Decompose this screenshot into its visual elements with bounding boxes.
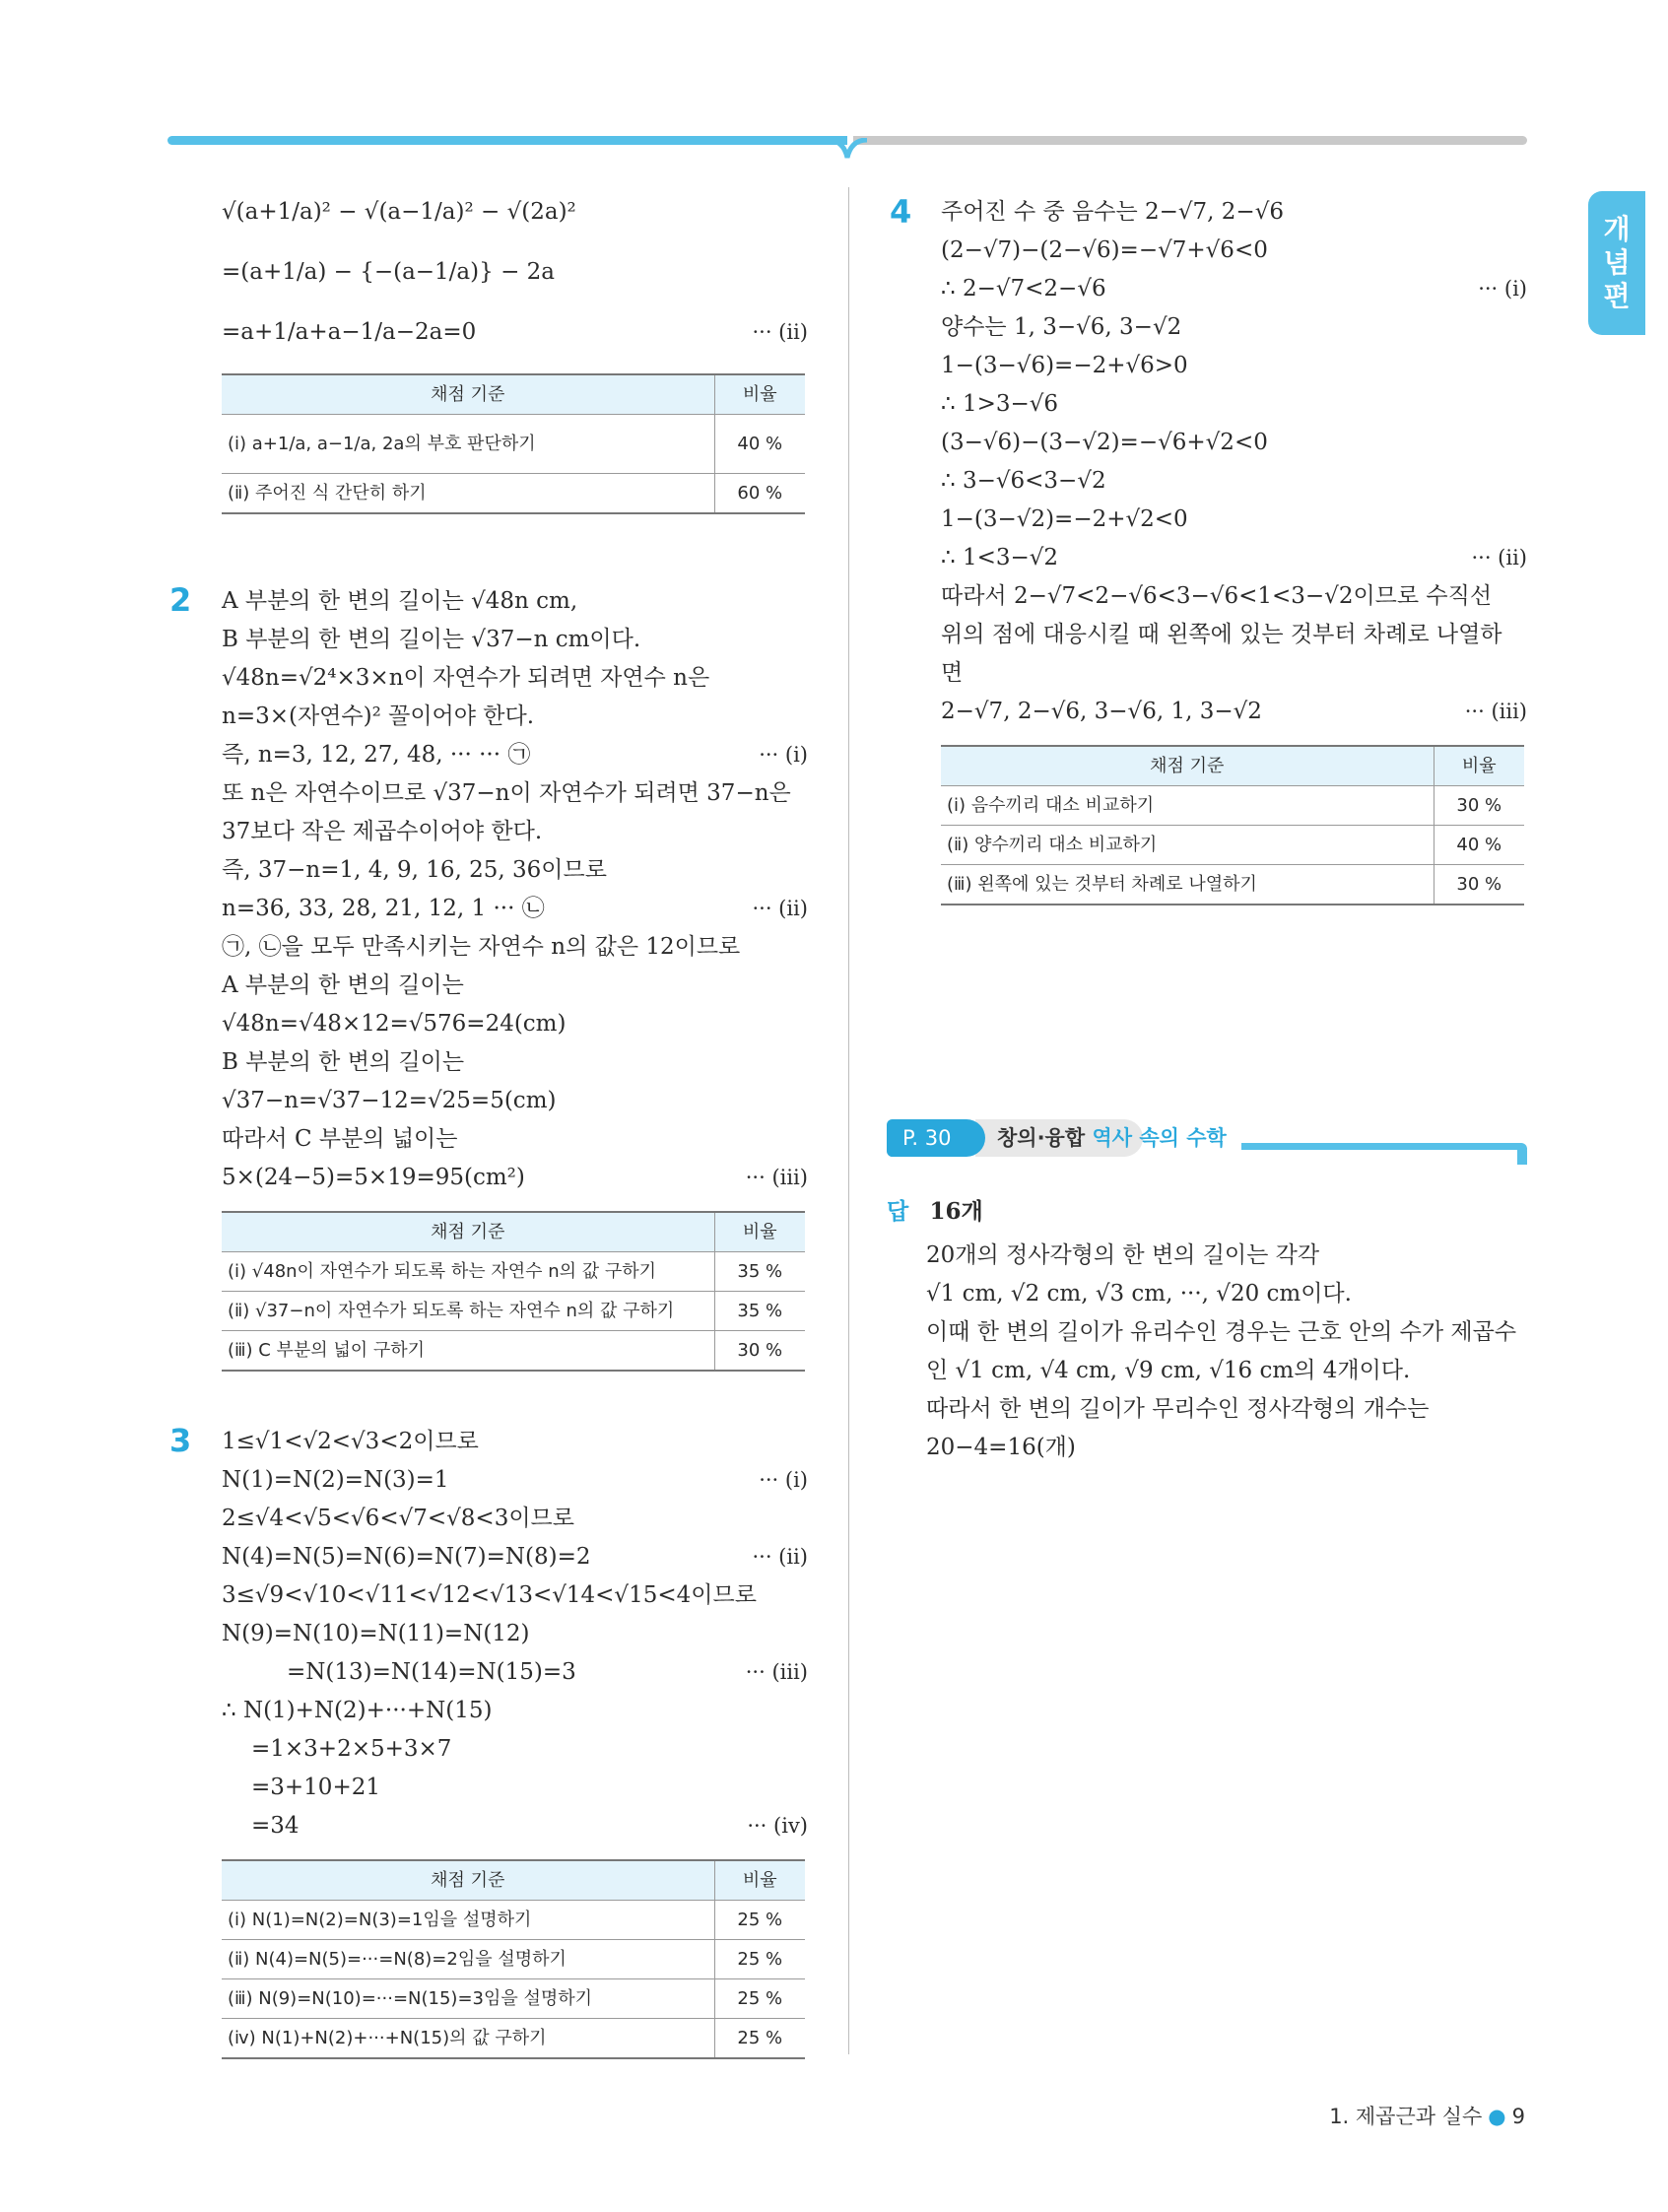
math-line [222,1807,808,1845]
answer-value: 16개 [929,1198,983,1225]
math-text: n=3×(자연수)² 꼴이어야 한다. [222,704,535,729]
math-text: 3≤√9<√10<√11<√12<√13<√14<√15<4이므로 [222,1582,757,1608]
question-number: 4 [890,193,912,231]
math-text: ㉠, ㉡을 모두 만족시키는 자연수 n의 값은 12이므로 [222,934,741,960]
math-text: √(a+1/a)² − √(a−1/a)² − √(2a)² [222,199,576,225]
criteria-cell: (ⅰ) √48n이 자연수가 되도록 하는 자연수 n의 값 구하기 [222,1252,714,1292]
answer-line [887,1192,1527,1231]
answer-label: 답 [887,1199,909,1225]
math-line [941,501,1527,539]
table-row [941,826,1524,865]
math-line [941,270,1527,308]
math-line [941,193,1527,232]
step-mark: ··· (ⅳ) [747,1814,808,1838]
criteria-cell: (ⅲ) C 부분의 넓이 구하기 [222,1331,714,1372]
q2-block [222,582,808,1379]
step-mark: ··· (ⅲ) [745,1660,808,1684]
math-text: A 부분의 한 변의 길이는 √48n cm, [222,588,578,614]
math-line [222,1692,808,1730]
math-text: 따라서 C 부분의 넓이는 [222,1126,458,1152]
criteria-cell: (ⅰ) 음수끼리 대소 비교하기 [941,786,1434,826]
math-text: ∴ 2−√7<2−√6 [941,276,1106,302]
section-title-accent: 역사 속의 수학 [1092,1126,1227,1150]
column-divider [848,187,849,2054]
math-text: 2≤√4<√5<√6<√7<√8<3이므로 [222,1506,574,1531]
math-text: =N(13)=N(14)=N(15)=3 [287,1659,576,1685]
criteria-cell: (ⅱ) N(4)=N(5)=···=N(8)=2임을 설명하기 [222,1940,714,1979]
table-header-ratio: 비율 [714,374,805,415]
ratio-cell: 40 % [1434,826,1524,865]
step-mark: ··· (ⅱ) [752,897,808,920]
step-mark: ··· (ⅱ) [1471,546,1527,570]
math-text: 즉, 37−n=1, 4, 9, 16, 25, 36이므로 [222,857,607,883]
math-text: N(9)=N(10)=N(11)=N(12) [222,1621,530,1646]
step-mark: ··· (ⅲ) [1464,700,1527,723]
math-line [222,698,808,736]
step-mark: ··· (ⅰ) [759,1468,808,1492]
math-line [222,1082,808,1120]
header-bar-left [167,136,847,145]
math-text: 면 [941,660,964,686]
table-row [941,786,1524,826]
math-line [941,577,1527,616]
ratio-cell: 30 % [1434,786,1524,826]
explanation-line: 따라서 한 변의 길이가 무리수인 정사각형의 개수는 [926,1396,1430,1422]
table-header-criteria: 채점 기준 [222,374,714,415]
ratio-cell: 25 % [714,1979,805,2019]
table-row [222,1979,805,2019]
math-line [222,967,808,1005]
math-line [222,928,808,967]
footer-dot-icon: ● [1488,2105,1506,2128]
table-row [941,865,1524,905]
math-line [222,659,808,698]
math-line [222,253,808,292]
math-line [222,1576,808,1615]
q3-block [222,1423,808,2067]
step-mark: ··· (ⅲ) [745,1166,808,1189]
ratio-cell: 25 % [714,2019,805,2059]
math-text: B 부분의 한 변의 길이는 √37−n cm이다. [222,627,641,652]
math-text: n=36, 33, 28, 21, 12, 1 ··· ㉡ [222,896,545,921]
math-line [941,424,1527,462]
step-mark: ··· (ⅰ) [1478,277,1527,301]
explanation-line: 인 √1 cm, √4 cm, √9 cm, √16 cm의 4개이다. [926,1358,1411,1383]
math-text: 양수는 1, 3−√6, 3−√2 [941,314,1182,340]
math-text: 또 n은 자연수이므로 √37−n이 자연수가 되려면 37−n은 [222,780,791,806]
ratio-cell: 30 % [714,1331,805,1372]
side-tab-char: 개 [1603,213,1631,245]
math-line [222,1500,808,1538]
math-line [941,232,1527,270]
math-text: ∴ 1>3−√6 [941,391,1059,417]
step-mark: ··· (ⅰ) [759,743,808,767]
math-line [222,1159,808,1197]
math-line [222,1423,808,1461]
math-line [941,654,1527,693]
table-header-ratio: 비율 [714,1212,805,1252]
math-text: ∴ 3−√6<3−√2 [941,468,1106,494]
math-line [222,1769,808,1807]
criteria-cell: (ⅱ) 주어진 식 간단히 하기 [222,474,714,514]
math-line [222,1461,808,1500]
math-text: A 부분의 한 변의 길이는 [222,972,464,998]
math-line [222,813,808,851]
math-text: 따라서 2−√7<2−√6<3−√6<1<3−√2이므로 수직선 [941,583,1493,609]
math-line [222,313,808,352]
math-text: 즉, n=3, 12, 27, 48, ··· ··· ㉠ [222,742,531,768]
ratio-cell: 35 % [714,1252,805,1292]
criteria-cell: (ⅱ) √37−n이 자연수가 되도록 하는 자연수 n의 값 구하기 [222,1292,714,1331]
q4-block [941,193,1527,913]
math-text: N(1)=N(2)=N(3)=1 [222,1467,449,1493]
table-header-ratio: 비율 [1434,746,1524,786]
q4-lines [941,193,1527,731]
ratio-cell: 60 % [714,474,805,514]
math-text: 주어진 수 중 음수는 2−√7, 2−√6 [941,199,1284,225]
math-line [941,462,1527,501]
math-line [941,347,1527,385]
ratio-cell: 25 % [714,1940,805,1979]
answer-block [887,1192,1527,1467]
table-row [222,474,805,514]
table-row [222,1331,805,1372]
criteria-cell: (ⅲ) N(9)=N(10)=···=N(15)=3임을 설명하기 [222,1979,714,2019]
explanation-line: 20개의 정사각형의 한 변의 길이는 각각 [926,1242,1320,1268]
math-line [222,1043,808,1082]
math-text: B 부분의 한 변의 길이는 [222,1049,465,1075]
table-row [222,1940,805,1979]
side-tab-concept [1588,191,1645,335]
header-bar-right [853,136,1527,145]
ratio-cell: 35 % [714,1292,805,1331]
table-row [222,415,805,474]
section-rule [1241,1143,1527,1150]
step-mark: ··· (ⅱ) [752,320,808,344]
question-number: 3 [169,1422,192,1459]
table-row [222,1292,805,1331]
criteria-cell: (ⅳ) N(1)+N(2)+···+N(15)의 값 구하기 [222,2019,714,2059]
math-text: =a+1/a+a−1/a−2a=0 [222,319,477,345]
math-text: =(a+1/a) − {−(a−1/a)} − 2a [222,259,555,285]
q2-scoring-table [222,1211,805,1372]
section-title-prefix: 창의·융합 [997,1126,1086,1150]
math-line [222,582,808,621]
math-text: 5×(24−5)=5×19=95(cm²) [222,1165,525,1190]
math-text: N(4)=N(5)=N(6)=N(7)=N(8)=2 [222,1544,591,1570]
math-line [222,193,808,232]
math-line [222,851,808,890]
math-line [222,774,808,813]
math-line [222,1538,808,1576]
math-line [222,1005,808,1043]
math-line [941,616,1527,654]
table-row [222,2019,805,2059]
math-line [222,1653,808,1692]
question-number: 2 [169,581,192,619]
left-column [222,193,808,522]
answer-explanation [887,1237,1527,1467]
q1-scoring-table [222,373,805,514]
footer-page-number: 9 [1511,2105,1525,2128]
header-bar-notch [828,138,867,168]
math-line [941,308,1527,347]
section-rule-end [1517,1143,1527,1165]
ratio-cell: 40 % [714,415,805,474]
side-tab-char: 편 [1603,280,1631,312]
math-text: =3+10+21 [251,1775,380,1800]
criteria-cell: (ⅰ) N(1)=N(2)=N(3)=1임을 설명하기 [222,1901,714,1940]
math-text: =34 [251,1813,300,1839]
q1-continuation [222,193,808,352]
footer-chapter: 1. 제곱근과 실수 [1329,2105,1483,2128]
math-line [222,1120,808,1159]
math-text: ∴ 1<3−√2 [941,545,1059,570]
math-text: √48n=√2⁴×3×n이 자연수가 되려면 자연수 n은 [222,665,710,691]
criteria-cell: (ⅰ) a+1/a, a−1/a, 2a의 부호 판단하기 [222,415,714,474]
math-text: 37보다 작은 제곱수이어야 한다. [222,819,543,844]
math-text: ∴ N(1)+N(2)+···+N(15) [222,1698,493,1723]
math-text: 2−√7, 2−√6, 3−√6, 1, 3−√2 [941,699,1262,724]
math-text: √37−n=√37−12=√25=5(cm) [222,1088,557,1113]
math-text: (3−√6)−(3−√2)=−√6+√2<0 [941,430,1268,455]
explanation-line: √1 cm, √2 cm, √3 cm, ···, √20 cm이다. [926,1281,1352,1307]
math-line [222,621,808,659]
math-line [222,1615,808,1653]
math-text: 1−(3−√2)=−2+√2<0 [941,506,1188,532]
math-text: √48n=√48×12=√576=24(cm) [222,1011,567,1037]
side-tab-char: 념 [1603,246,1631,279]
math-text: =1×3+2×5+3×7 [251,1736,452,1762]
math-line [941,693,1527,731]
step-mark: ··· (ⅱ) [752,1545,808,1569]
table-header-criteria: 채점 기준 [222,1860,714,1901]
math-line [941,385,1527,424]
section-page-pill: P. 30 [887,1119,985,1157]
ratio-cell: 25 % [714,1901,805,1940]
math-line [941,539,1527,577]
q2-lines [222,582,808,1197]
math-text: 1≤√1<√2<√3<2이므로 [222,1429,479,1454]
explanation-line: 이때 한 변의 길이가 유리수인 경우는 근호 안의 수가 제곱수 [926,1319,1517,1345]
criteria-cell: (ⅲ) 왼쪽에 있는 것부터 차례로 나열하기 [941,865,1434,905]
table-header-ratio: 비율 [714,1860,805,1901]
explanation-line: 20−4=16(개) [926,1435,1076,1460]
table-header-criteria: 채점 기준 [941,746,1434,786]
q3-lines [222,1423,808,1845]
q3-scoring-table [222,1859,805,2059]
page-footer [1329,2101,1525,2130]
math-text: (2−√7)−(2−√6)=−√7+√6<0 [941,237,1268,263]
math-line [222,890,808,928]
math-text: 1−(3−√6)=−2+√6>0 [941,353,1188,378]
criteria-cell: (ⅱ) 양수끼리 대소 비교하기 [941,826,1434,865]
table-row [222,1252,805,1292]
math-line [222,1730,808,1769]
section-header [887,1119,1527,1169]
table-row [222,1901,805,1940]
ratio-cell: 30 % [1434,865,1524,905]
section-title [997,1119,1227,1157]
q4-scoring-table [941,745,1524,905]
math-line [222,736,808,774]
table-header-criteria: 채점 기준 [222,1212,714,1252]
math-text: 위의 점에 대응시킬 때 왼쪽에 있는 것부터 차례로 나열하 [941,622,1502,647]
